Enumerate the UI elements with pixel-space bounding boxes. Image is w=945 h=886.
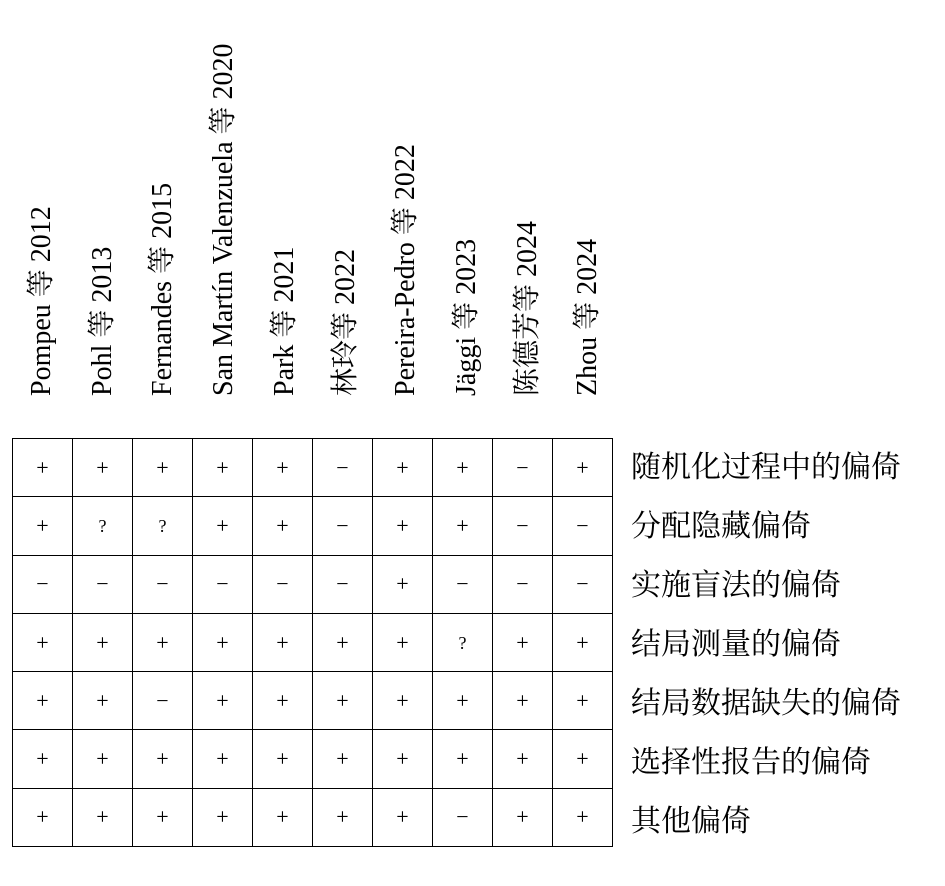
rating-cell: +	[133, 613, 193, 671]
rating-cell: +	[373, 613, 433, 671]
rating-cell: +	[193, 730, 253, 788]
rating-cell: +	[313, 672, 373, 730]
bias-domain-label: 选择性报告的偏倚	[631, 744, 871, 780]
bias-domain-label: 随机化过程中的偏倚	[631, 449, 901, 485]
rating-cell: +	[493, 730, 553, 788]
rating-cell: +	[193, 439, 253, 497]
rating-cell: +	[493, 613, 553, 671]
rating-cell: +	[73, 788, 133, 846]
study-header	[73, 0, 133, 424]
study-header	[194, 0, 254, 424]
rating-cell: −	[433, 788, 493, 846]
rating-cell: +	[133, 439, 193, 497]
rating-cell: −	[193, 555, 253, 613]
rating-cell: +	[253, 613, 313, 671]
study-header	[255, 0, 315, 424]
study-header	[558, 0, 618, 424]
bias-domain-label: 分配隐藏偏倚	[631, 508, 811, 544]
rating-cell: +	[193, 672, 253, 730]
study-label: Pompeu 等 2012	[26, 206, 57, 396]
study-header	[498, 0, 558, 424]
rating-cell: +	[493, 788, 553, 846]
rating-cell: +	[373, 730, 433, 788]
study-header	[12, 0, 72, 424]
study-label: Pohl 等 2013	[86, 246, 118, 396]
rating-cell: +	[13, 672, 73, 730]
rating-cell: +	[73, 613, 133, 671]
rating-cell: ?	[133, 497, 193, 555]
rating-cell: −	[553, 555, 613, 613]
table-row	[13, 788, 613, 846]
rating-cell: +	[253, 730, 313, 788]
rating-cell: +	[433, 497, 493, 555]
rating-cell: +	[373, 497, 433, 555]
rating-cell: +	[373, 555, 433, 613]
rating-cell: +	[133, 730, 193, 788]
study-label: Park 等 2021	[268, 246, 300, 396]
rating-cell: +	[493, 672, 553, 730]
study-header	[316, 0, 376, 424]
study-header	[437, 0, 497, 424]
rating-cell: ?	[73, 497, 133, 555]
rating-cell: ?	[433, 613, 493, 671]
rating-cell: +	[373, 672, 433, 730]
rating-cell: +	[253, 788, 313, 846]
table-row	[13, 439, 613, 497]
bias-domain-label: 其他偏倚	[631, 803, 751, 839]
rating-cell: −	[73, 555, 133, 613]
rating-cell: +	[313, 730, 373, 788]
rating-cell: +	[553, 613, 613, 671]
study-header	[133, 0, 193, 424]
rating-cell: +	[313, 788, 373, 846]
rating-cell: −	[133, 672, 193, 730]
rating-cell: −	[493, 497, 553, 555]
rating-cell: +	[433, 439, 493, 497]
study-header	[376, 0, 436, 424]
rating-cell: −	[313, 439, 373, 497]
rating-cell: +	[313, 613, 373, 671]
study-label: 陈德芳等 2024	[511, 220, 543, 396]
rating-cell: +	[253, 439, 313, 497]
rating-cell: +	[553, 730, 613, 788]
rating-cell: −	[433, 555, 493, 613]
rating-cell: +	[193, 788, 253, 846]
rating-cell: +	[73, 439, 133, 497]
rating-cell: −	[553, 497, 613, 555]
table-row	[13, 730, 613, 788]
rating-cell: +	[13, 497, 73, 555]
study-label: Jäggi 等 2023	[450, 238, 482, 396]
rating-cell: +	[553, 672, 613, 730]
study-label: Fernandes 等 2015	[147, 182, 179, 396]
table-row	[13, 613, 613, 671]
rating-cell: +	[433, 672, 493, 730]
rating-cell: +	[73, 730, 133, 788]
rating-cell: +	[193, 613, 253, 671]
rating-cell: +	[553, 439, 613, 497]
rating-cell: −	[253, 555, 313, 613]
rating-cell: +	[133, 788, 193, 846]
rating-cell: +	[13, 439, 73, 497]
rating-cell: +	[193, 497, 253, 555]
rating-cell: −	[313, 497, 373, 555]
bias-domain-label: 结局数据缺失的偏倚	[631, 685, 901, 721]
table-row	[13, 555, 613, 613]
rating-cell: −	[493, 439, 553, 497]
study-label: Pereira-Pedro 等 2022	[390, 144, 422, 396]
study-label: 林玲等 2022	[329, 248, 361, 396]
rating-cell: +	[373, 788, 433, 846]
rating-cell: −	[133, 555, 193, 613]
rating-cell: +	[73, 672, 133, 730]
bias-domain-label: 结局测量的偏倚	[631, 626, 841, 662]
rating-cell: +	[433, 730, 493, 788]
bias-domain-label: 实施盲法的偏倚	[631, 567, 841, 603]
rating-cell: +	[253, 672, 313, 730]
rating-cell: +	[13, 730, 73, 788]
study-label: Zhou 等 2024	[572, 238, 604, 396]
rating-grid	[12, 438, 613, 847]
rating-cell: +	[373, 439, 433, 497]
rating-cell: +	[553, 788, 613, 846]
rating-cell: +	[253, 497, 313, 555]
rating-cell: +	[13, 788, 73, 846]
rating-cell: −	[13, 555, 73, 613]
study-label: San Martín Valenzuela 等 2020	[208, 43, 240, 396]
table-row	[13, 672, 613, 730]
rating-cell: −	[313, 555, 373, 613]
rating-cell: −	[493, 555, 553, 613]
rating-cell: +	[13, 613, 73, 671]
table-row	[13, 497, 613, 555]
